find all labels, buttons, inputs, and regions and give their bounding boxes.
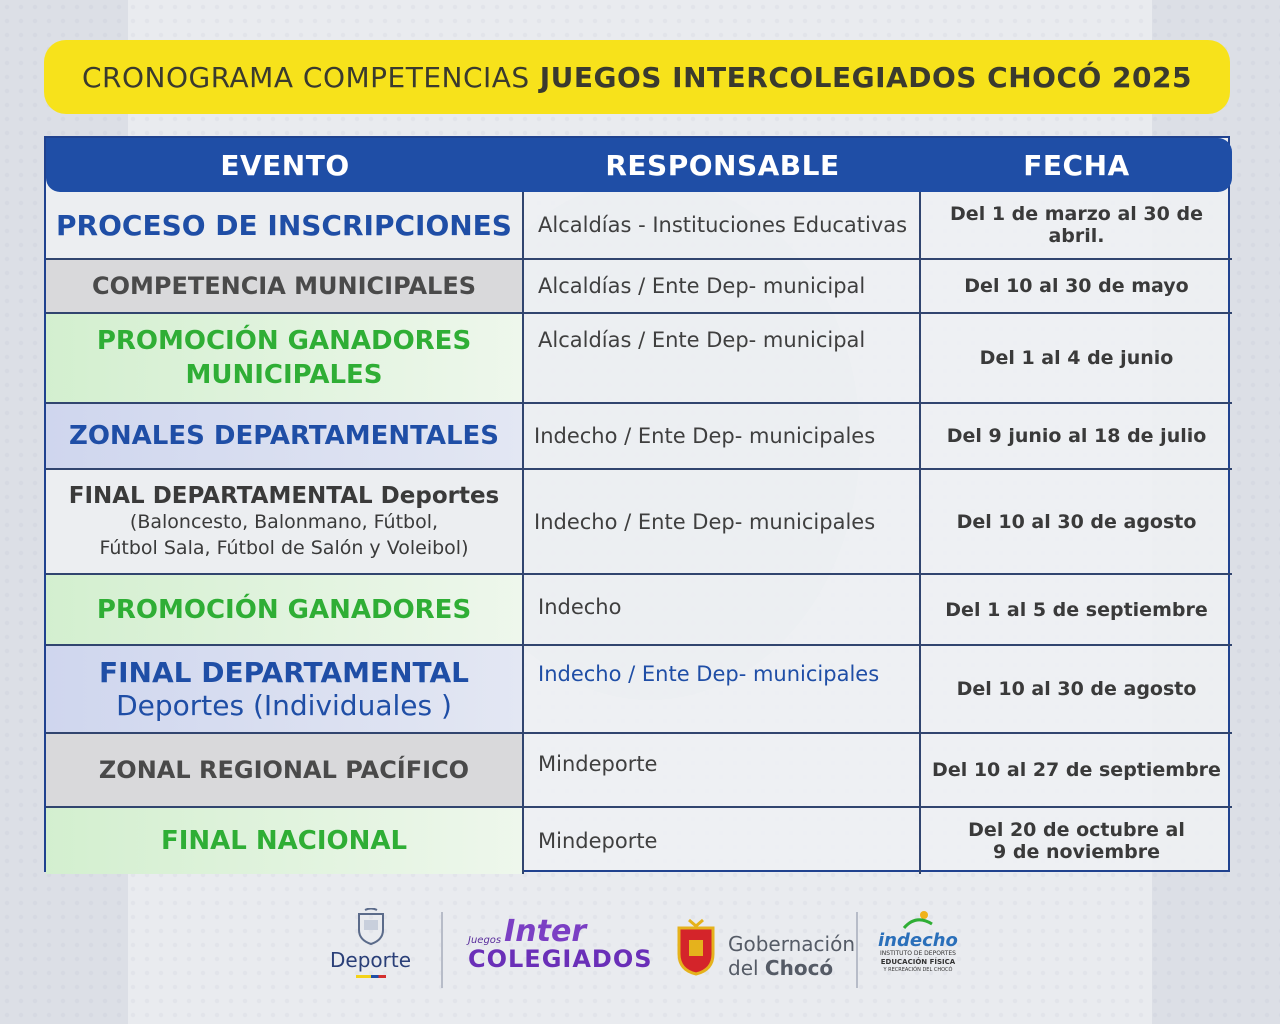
table-row-responsible: Alcaldías - Instituciones Educativas <box>524 192 921 260</box>
inter-text: Inter <box>504 914 587 949</box>
juegos-text: Juegos <box>468 935 502 946</box>
gobernacion-choco: Chocó <box>764 956 834 980</box>
table-row-date: Del 10 al 30 de agosto <box>921 470 1232 575</box>
table-row-event <box>46 470 524 575</box>
event-name: FINAL NACIONAL <box>160 826 408 856</box>
event-name-line2: Deportes (Individuales ) <box>116 689 452 722</box>
flag-stripe <box>356 975 386 978</box>
event-name: ZONALES DEPARTAMENTALES <box>68 421 500 451</box>
table-row-event <box>46 404 524 470</box>
colegiados-text: COLEGIADOS <box>468 945 653 973</box>
event-name-line1: FINAL DEPARTAMENTAL Deportes <box>68 482 500 509</box>
table-row-responsible: Indecho / Ente Dep- municipales <box>524 404 921 470</box>
schedule-table <box>44 136 1230 872</box>
gobernacion-line1: Gobernación <box>728 932 856 956</box>
indecho-sub3: Y RECREACIÓN DEL CHOCÓ <box>883 967 953 973</box>
athlete-figure-icon <box>898 910 938 932</box>
intercolegiados-logo <box>468 914 653 973</box>
table-row-date: Del 10 al 30 de agosto <box>921 646 1232 734</box>
table-row-responsible: Indecho <box>524 575 921 646</box>
gobernacion-logo-text <box>728 932 855 980</box>
event-name: PROCESO DE INSCRIPCIONES <box>56 208 512 242</box>
title-light: CRONOGRAMA COMPETENCIAS <box>81 60 530 94</box>
table-row-date: Del 1 al 4 de junio <box>921 314 1232 404</box>
header-responsable: RESPONSABLE <box>524 138 921 192</box>
indecho-text: indecho <box>878 930 958 951</box>
date-line2: 9 de noviembre <box>993 841 1160 863</box>
table-row-event <box>46 575 524 646</box>
table-row-date <box>921 808 1232 874</box>
event-name-line1: PROMOCIÓN GANADORES <box>96 326 472 356</box>
table-row-event <box>46 260 524 314</box>
event-name: ZONAL REGIONAL PACÍFICO <box>98 756 470 784</box>
table-row-event <box>46 808 524 874</box>
table-row-responsible: Alcaldías / Ente Dep- municipal <box>524 314 921 404</box>
table-row-responsible: Mindeporte <box>524 734 921 808</box>
indecho-sub1: INSTITUTO DE DEPORTES <box>880 950 956 957</box>
deporte-text: Deporte <box>330 948 412 972</box>
table-row-responsible: Indecho / Ente Dep- municipales <box>524 646 921 734</box>
footer-logos <box>0 900 1280 1010</box>
event-name-line1: FINAL DEPARTAMENTAL <box>99 656 469 689</box>
page-title <box>44 40 1230 114</box>
table-row-responsible: Mindeporte <box>524 808 921 874</box>
logo-divider <box>856 912 858 988</box>
logo-divider <box>441 912 443 988</box>
event-name: PROMOCIÓN GANADORES <box>96 594 472 625</box>
choco-shield-icon <box>675 918 717 980</box>
table-row-responsible: Indecho / Ente Dep- municipales <box>524 470 921 575</box>
table-row-event <box>46 734 524 808</box>
table-row-event <box>46 314 524 404</box>
event-name: COMPETENCIA MUNICIPALES <box>91 272 477 300</box>
date-line1: Del 20 de octubre al <box>968 819 1185 841</box>
indecho-sub2: EDUCACIÓN FÍSICA <box>880 958 956 966</box>
event-name-line3: Fútbol Sala, Fútbol de Salón y Voleibol) <box>99 536 469 559</box>
table-row-date: Del 10 al 27 de septiembre <box>921 734 1232 808</box>
deporte-logo <box>330 908 411 978</box>
event-name-line2: (Baloncesto, Balonmano, Fútbol, <box>129 510 439 533</box>
table-row-date: Del 10 al 30 de mayo <box>921 260 1232 314</box>
gobernacion-del: del <box>728 956 759 980</box>
title-bold: JUEGOS INTERCOLEGIADOS CHOCÓ 2025 <box>539 60 1192 94</box>
table-row-event <box>46 192 524 260</box>
header-fecha: FECHA <box>921 138 1232 192</box>
header-evento: EVENTO <box>46 138 524 192</box>
event-name-line2: MUNICIPALES <box>185 360 383 390</box>
table-row-date: Del 1 de marzo al 30 de abril. <box>921 192 1232 260</box>
table-row-date: Del 1 al 5 de septiembre <box>921 575 1232 646</box>
indecho-logo <box>878 910 958 974</box>
table-row-responsible: Alcaldías / Ente Dep- municipal <box>524 260 921 314</box>
coat-of-arms-icon <box>355 908 387 946</box>
table-row-date: Del 9 junio al 18 de julio <box>921 404 1232 470</box>
table-row-event <box>46 646 524 734</box>
